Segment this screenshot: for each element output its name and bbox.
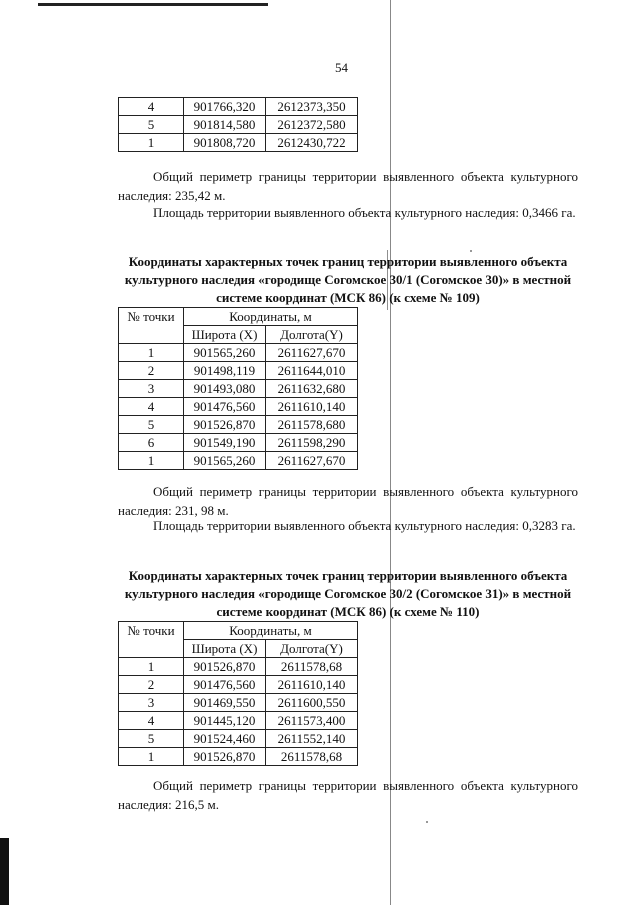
cell-point: 4: [119, 398, 184, 416]
cell-point: 1: [119, 344, 184, 362]
cell-y: 2611644,010: [266, 362, 358, 380]
cell-x: 901476,560: [184, 676, 266, 694]
cell-point: 1: [119, 452, 184, 470]
table-row: [119, 416, 358, 434]
cell-x: 901476,560: [184, 398, 266, 416]
scan-fold-line: [390, 0, 391, 905]
cell-y: 2611610,140: [266, 676, 358, 694]
table-row: [119, 748, 358, 766]
cell-point: 4: [119, 98, 184, 116]
cell-y: 2611610,140: [266, 398, 358, 416]
table-row: [119, 452, 358, 470]
table-row: [119, 676, 358, 694]
cell-x: 901814,580: [184, 116, 266, 134]
scan-speck: [426, 821, 428, 823]
scan-speck: [470, 250, 472, 252]
cell-x: 901526,870: [184, 416, 266, 434]
cell-y: 2611578,68: [266, 748, 358, 766]
scan-edge-mark: [0, 838, 9, 905]
cell-point: 6: [119, 434, 184, 452]
cell-point: 5: [119, 730, 184, 748]
coordinates-table-110: [118, 621, 358, 766]
perimeter-paragraph-3: Общий периметр границы территории выявленного объекта культурного наследия: 216,5 м.: [118, 778, 578, 812]
table-row: [119, 434, 358, 452]
table-row: [119, 380, 358, 398]
perimeter-paragraph-2: Общий периметр границы территории выявленного объекта культурного наследия: 231, 98 м.: [118, 484, 578, 518]
cell-x: 901808,720: [184, 134, 266, 152]
cell-x: 901445,120: [184, 712, 266, 730]
cell-point: 2: [119, 362, 184, 380]
table-row: [119, 730, 358, 748]
col-header-coords: Координаты, м: [184, 622, 358, 640]
cell-y: 2611598,290: [266, 434, 358, 452]
cell-y: 2611552,140: [266, 730, 358, 748]
cell-point: 5: [119, 116, 184, 134]
cell-x: 901565,260: [184, 452, 266, 470]
table-row: [119, 658, 358, 676]
cell-x: 901526,870: [184, 658, 266, 676]
cell-y: 2611627,670: [266, 452, 358, 470]
col-header-y: Долгота(Y): [266, 326, 358, 344]
cell-x: 901565,260: [184, 344, 266, 362]
section-heading-110: Координаты характерных точек границ территории выявленного объекта культурного наследия «городище Согомское 30/2 (Согомское 31)» в местной системе координат (МСК 86) (к схеме № 110): [124, 568, 572, 619]
table-row: [119, 694, 358, 712]
col-header-x: Широта (X): [184, 640, 266, 658]
cell-y: 2611573,400: [266, 712, 358, 730]
table-row: [119, 344, 358, 362]
area-paragraph-2: Площадь территории выявленного объекта культурного наследия: 0,3283 га.: [153, 518, 576, 533]
table-row: [119, 134, 358, 152]
area-paragraph-1: Площадь территории выявленного объекта культурного наследия: 0,3466 га.: [153, 205, 576, 220]
col-header-x: Широта (X): [184, 326, 266, 344]
table-row: [119, 362, 358, 380]
cell-x: 901469,550: [184, 694, 266, 712]
cell-point: 1: [119, 748, 184, 766]
table-row: [119, 98, 358, 116]
col-header-y: Долгота(Y): [266, 640, 358, 658]
cell-x: 901493,080: [184, 380, 266, 398]
coordinates-table-continuation: [118, 97, 358, 152]
scan-top-line: [38, 3, 268, 6]
table-row: [119, 398, 358, 416]
cell-x: 901526,870: [184, 748, 266, 766]
cell-y: 2611578,68: [266, 658, 358, 676]
table-row: [119, 116, 358, 134]
cell-y: 2612430,722: [266, 134, 358, 152]
cell-y: 2611627,670: [266, 344, 358, 362]
col-header-point: № точки: [119, 308, 184, 344]
cell-point: 3: [119, 694, 184, 712]
col-header-coords: Координаты, м: [184, 308, 358, 326]
cell-y: 2611600,550: [266, 694, 358, 712]
cell-point: 1: [119, 658, 184, 676]
cell-point: 5: [119, 416, 184, 434]
cell-y: 2612372,580: [266, 116, 358, 134]
cell-point: 3: [119, 380, 184, 398]
cell-y: 2611632,680: [266, 380, 358, 398]
cell-point: 2: [119, 676, 184, 694]
table-row: [119, 712, 358, 730]
cell-y: 2612373,350: [266, 98, 358, 116]
coordinates-table-109: [118, 307, 358, 470]
col-header-point: № точки: [119, 622, 184, 658]
cell-y: 2611578,680: [266, 416, 358, 434]
cell-x: 901766,320: [184, 98, 266, 116]
cell-x: 901549,190: [184, 434, 266, 452]
page-number: 54: [335, 60, 348, 75]
perimeter-paragraph-1: Общий периметр границы территории выявленного объекта культурного наследия: 235,42 м.: [118, 169, 578, 203]
cell-point: 4: [119, 712, 184, 730]
cell-x: 901498,119: [184, 362, 266, 380]
section-heading-109: Координаты характерных точек границ территории выявленного объекта культурного наследия «городище Согомское 30/1 (Согомское 30)» в местной системе координат (МСК 86) (к схеме № 109): [124, 254, 572, 305]
cell-point: 1: [119, 134, 184, 152]
cell-x: 901524,460: [184, 730, 266, 748]
